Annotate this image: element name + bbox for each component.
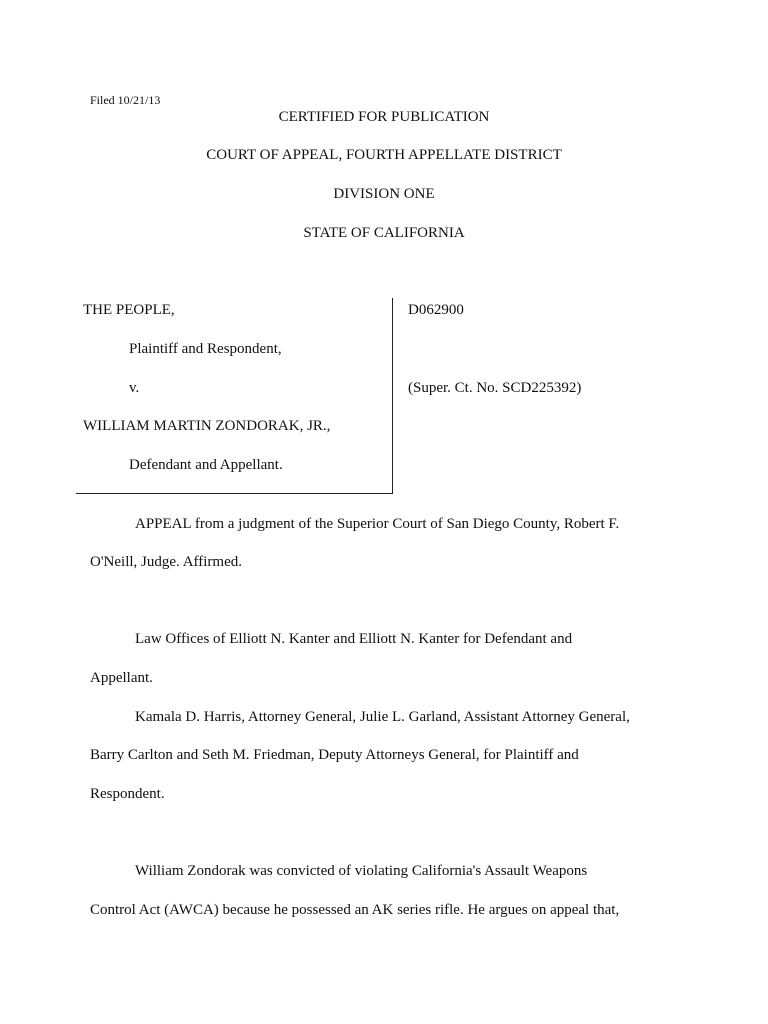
respondent-counsel-line-2: Barry Carlton and Seth M. Friedman, Deputy Attorneys General, for Plaintiff and [90, 747, 579, 763]
caption-horizontal-rule [76, 493, 393, 494]
appeal-line-1: APPEAL from a judgment of the Superior Court of San Diego County, Robert F. [135, 516, 620, 532]
defendant-role: Defendant and Appellant. [129, 457, 283, 473]
versus-label: v. [129, 380, 140, 396]
court-heading: COURT OF APPEAL, FOURTH APPELLATE DISTRICT [206, 147, 562, 163]
state-heading: STATE OF CALIFORNIA [303, 225, 465, 241]
respondent-counsel-line-3: Respondent. [90, 786, 165, 802]
filed-date: Filed 10/21/13 [90, 93, 161, 107]
respondent-counsel-line-1: Kamala D. Harris, Attorney General, Julie L. Garland, Assistant Attorney General, [135, 709, 630, 725]
caption-vertical-rule [392, 298, 393, 494]
plaintiff-name: THE PEOPLE, [83, 302, 175, 318]
appellant-counsel-line-2: Appellant. [90, 670, 153, 686]
superior-court-number: (Super. Ct. No. SCD225392) [408, 380, 582, 396]
plaintiff-role: Plaintiff and Respondent, [129, 341, 282, 357]
certified-heading: CERTIFIED FOR PUBLICATION [278, 109, 490, 125]
division-heading: DIVISION ONE [333, 186, 435, 202]
appeal-line-2: O'Neill, Judge. Affirmed. [90, 554, 242, 570]
defendant-name: WILLIAM MARTIN ZONDORAK, JR., [83, 418, 331, 434]
case-number: D062900 [408, 302, 464, 318]
opinion-line-1: William Zondorak was convicted of violating California's Assault Weapons [135, 863, 588, 879]
appellant-counsel-line-1: Law Offices of Elliott N. Kanter and Elliott N. Kanter for Defendant and [135, 631, 573, 647]
opinion-line-2: Control Act (AWCA) because he possessed an AK series rifle. He argues on appeal that, [90, 902, 620, 918]
